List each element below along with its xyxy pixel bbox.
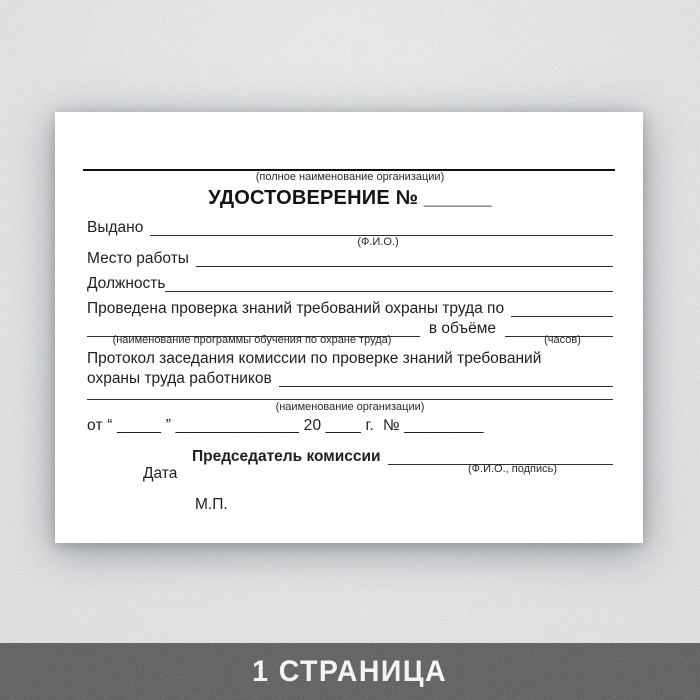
knowledge-check-label: Проведена проверка знаний требований охраны труда по bbox=[87, 300, 505, 317]
protocol-date-number-line: от “ _____ ” ______________ 20 ____ г. № _________ bbox=[87, 417, 484, 434]
issued-field-row bbox=[87, 218, 613, 238]
position-field-row bbox=[87, 274, 613, 294]
protocol-field-blank bbox=[279, 386, 613, 387]
org-name-caption: (полное наименование организации) bbox=[255, 171, 445, 183]
page-count-banner bbox=[0, 643, 700, 700]
stamp-place-label: М.П. bbox=[195, 496, 228, 513]
volume-label: в объёме bbox=[428, 320, 496, 337]
fio-caption: (Ф.И.О.) bbox=[357, 236, 399, 248]
position-field-blank bbox=[165, 291, 613, 292]
date-and-signature-caption-row bbox=[87, 463, 613, 482]
protocol-line-1: Протокол заседания комиссии по проверке знаний требований bbox=[87, 350, 542, 367]
position-label: Должность bbox=[87, 275, 166, 292]
workplace-label: Место работы bbox=[87, 250, 189, 267]
issued-label: Выдано bbox=[87, 219, 144, 236]
volume-captions-row bbox=[87, 334, 613, 347]
knowledge-check-row bbox=[87, 299, 613, 319]
workplace-field-row bbox=[87, 249, 613, 269]
protocol-line-2-row bbox=[87, 369, 613, 389]
workplace-field-blank bbox=[196, 266, 613, 267]
certificate-form-card bbox=[55, 112, 643, 543]
page-count-label: 1 СТРАНИЦА bbox=[252, 655, 448, 688]
protocol-line-2-label: охраны труда работников bbox=[87, 370, 272, 387]
organization-caption: (наименование организации) bbox=[275, 401, 425, 413]
organization-field-blank bbox=[87, 390, 613, 400]
knowledge-check-blank bbox=[511, 316, 613, 317]
chairman-label: Председатель комиссии bbox=[192, 448, 381, 465]
program-caption: (наименование программы обучения по охране труда) bbox=[112, 334, 392, 346]
hours-caption: (часов) bbox=[544, 334, 581, 346]
date-label: Дата bbox=[143, 465, 178, 482]
document-title: УДОСТОВЕРЕНИЕ № ______ bbox=[208, 187, 492, 209]
signature-caption: (Ф.И.О., подпись) bbox=[467, 463, 557, 475]
caption-spacer bbox=[417, 334, 512, 347]
